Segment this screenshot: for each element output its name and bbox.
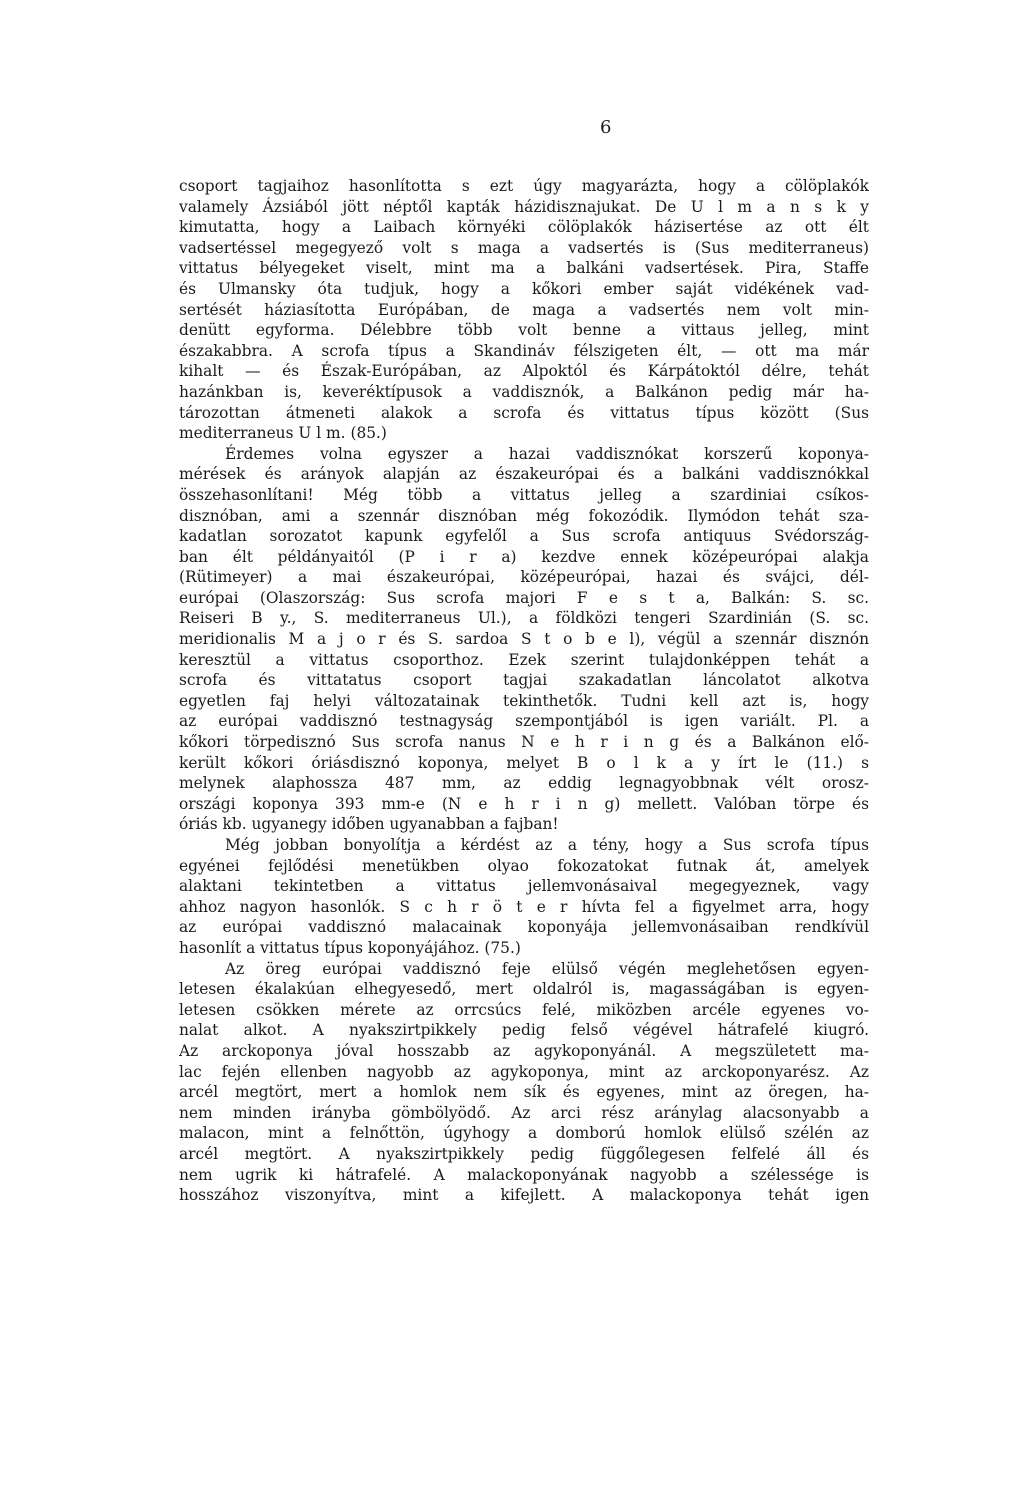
text-line: európai (Olaszország: Sus scrofa majori F e s t a, Balkán: S. sc. (179, 588, 869, 607)
text-line: került kőkori óriásdisznó koponya, melyet B o l k a y írt le (11.) s (179, 753, 869, 772)
text-line: disznóban, ami a szennár disznóban még fokozódik. Ilymódon tehát sza- (179, 506, 869, 525)
text-line: kimutatta, hogy a Laibach környéki cölöplakók házisertése az ott élt (179, 218, 869, 237)
text-line: tározottan átmeneti alakok a scrofa és vittatus típus között (Sus (179, 403, 869, 422)
text-line: keresztül a vittatus csoporthoz. Ezek szerint tulajdonképpen tehát a (179, 650, 869, 669)
text-line: (Rütimeyer) a mai északeurópai, középeurópai, hazai és svájci, dél- (179, 568, 869, 587)
text-line: hasonlít a vittatus típus koponyájához. (75.) (179, 938, 521, 957)
text-line: malacon, mint a felnőttön, úgyhogy a domború homlok elülső szélén az (179, 1124, 869, 1143)
text-line: nem ugrik ki hátrafelé. A malackoponyának nagyobb a szélessége is (179, 1165, 869, 1184)
text-line: és Ulmansky óta tudjuk, hogy a kőkori ember saját vidékének vad- (179, 279, 869, 298)
text-line: az európai vaddisznó testnagyság szempontjából is igen variált. Pl. a (179, 712, 869, 731)
text-line: csoport tagjaihoz hasonlította s ezt úgy magyarázta, hogy a cölöplakók (179, 177, 869, 195)
page-number: 6 (600, 117, 612, 138)
text-line: melynek alaphossza 487 mm, az eddig legnagyobbnak vélt orosz- (179, 774, 869, 793)
text-line: óriás kb. ugyanegy időben ugyanabban a fajban! (179, 815, 559, 834)
text-line: országi koponya 393 mm-e (N e h r i n g) mellett. Valóban törpe és (179, 794, 869, 813)
text-line: ahhoz nagyon hasonlók. S c h r ö t e r hívta fel a figyelmet arra, hogy (179, 897, 869, 916)
text-line: nem minden irányba gömbölyödő. Az arci rész aránylag alacsonyabb a (179, 1103, 869, 1122)
text-line: alaktani tekintetben a vittatus jellemvonásaival megegyeznek, vagy (179, 877, 869, 896)
text-line: Érdemes volna egyszer a hazai vaddisznókat korszerű koponya- (225, 444, 869, 463)
text-line: letesen csökken mérete az orrcsúcs felé, miközben arcéle egyenes vo- (179, 1000, 869, 1019)
text-line: valamely Ázsiából jött néptől kapták házidisznajukat. De U l m a n s k y (179, 197, 869, 216)
text-line: letesen ékalakúan elhegyesedő, mert oldalról is, magasságában is egyen- (179, 980, 869, 999)
text-line: lac fején ellenben nagyobb az agykoponya, mint az arckoponyarész. Az (179, 1062, 869, 1081)
text-line: sertését háziasította Európában, de maga a vadsertés nem volt min- (179, 300, 869, 319)
text-line: scrofa és vittatatus csoport tagjai szakadatlan láncolatot alkotva (179, 671, 869, 690)
text-line: mérések és arányok alapján az északeurópai és a balkáni vaddisznókkal (179, 465, 869, 484)
text-line: Az arckoponya jóval hosszabb az agykoponyánál. A megszületett ma- (179, 1041, 869, 1060)
text-line: meridionalis M a j o r és S. sardoa S t o b e l), végül a szennár disznón (179, 630, 869, 649)
text-line: kihalt — és Észak-Európában, az Alpoktól és Kárpátoktól délre, tehát (179, 362, 869, 381)
text-line: Az öreg európai vaddisznó feje elülső végén meglehetősen egyen- (225, 959, 869, 978)
text-line: összehasonlítani! Még több a vittatus jelleg a szardiniai csíkos- (179, 485, 869, 504)
text-line: kőkori törpedisznó Sus scrofa nanus N e h r i n g és a Balkánon elő- (179, 733, 869, 752)
text-line: hosszához viszonyítva, mint a kifejlett. A malackoponya tehát igen (179, 1186, 869, 1205)
text-line: arcél megtört, mert a homlok nem sík és egyenes, mint az öregen, ha- (179, 1083, 869, 1102)
text-line: nalat alkot. A nyakszirtpikkely pedig felső végével hátrafelé kiugró. (179, 1021, 869, 1040)
text-line: Még jobban bonyolítja a kérdést az a tény, hogy a Sus scrofa típus (225, 836, 869, 854)
text-line: arcél megtört. A nyakszirtpikkely pedig függőlegesen felfelé áll és (179, 1144, 869, 1163)
text-line: az európai vaddisznó malacainak koponyája jellemvonásaiban rendkívül (179, 918, 869, 937)
text-line: denütt egyforma. Délebbre több volt benne a vittaus jelleg, mint (179, 321, 869, 340)
text-line: kadatlan sorozatot kapunk egyfelől a Sus scrofa antiquus Svédország- (179, 527, 869, 546)
text-line: egyetlen faj helyi változatainak tekinthetők. Tudni kell azt is, hogy (179, 691, 869, 710)
text-line: egyénei fejlődési menetükben olyao fokozatokat futnak át, amelyek (179, 856, 869, 875)
text-line: mediterraneus U l m. (85.) (179, 424, 387, 443)
text-line: Reiseri B y., S. mediterraneus Ul.), a földközi tengeri Szardinián (S. sc. (179, 609, 869, 628)
body-text (179, 176, 869, 1206)
text-line: északabbra. A scrofa típus a Skandináv félszigeten élt, — ott ma már (179, 341, 869, 360)
text-line: vittatus bélyegeket viselt, mint ma a balkáni vadsertések. Pira, Staffe (179, 259, 869, 278)
text-line: ban élt példányaitól (P i r a) kezdve ennek középeurópai alakja (179, 547, 869, 566)
text-line: vadsertéssel megegyező volt s maga a vadsertés is (Sus mediterraneus) (179, 238, 869, 257)
text-line: hazánkban is, keveréktípusok a vaddisznók, a Balkánon pedig már ha- (179, 382, 869, 401)
